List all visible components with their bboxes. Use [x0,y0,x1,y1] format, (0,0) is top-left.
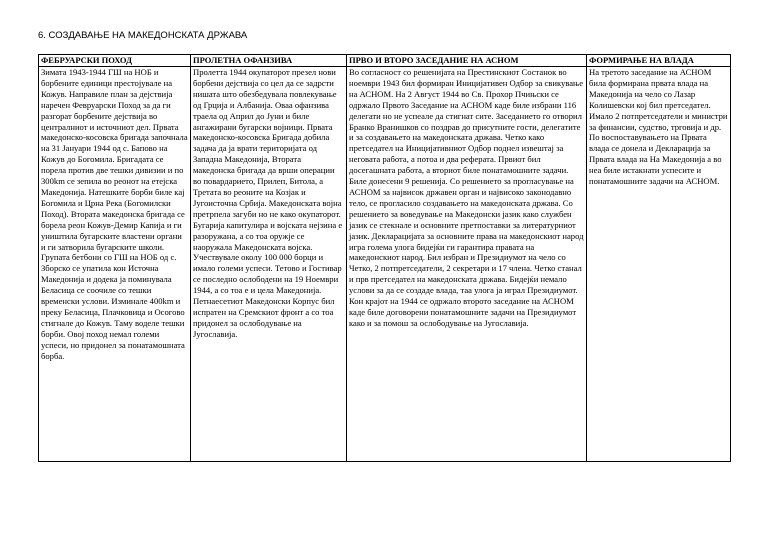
header-government-formation: ФОРМИРАЊЕ НА ВЛАДА [587,55,731,67]
header-february-march: ФЕБРУАРСКИ ПОХОД [39,55,191,67]
cell-february-march: Зимата 1943-1944 ГШ на НОБ и борбените единици престојувале на Кожув. Направиле план за дејствија наречен Февруарски Поход за да ги разгорат борбените дејствија во централниот и источниот дел. Првата македонско-косовска бригада започнала на 31 Јануари 1944 од с. Бапово на Кожув до Богомила. Бригадата се порела против две тешки дивизии и по 300km се зепила во реонот на етејска Македонија. Натешките борби биле кај Богомила и Црна Река (Богомилски Поход). Втората македонска бригада се борела реон Кожув-Демир Капија и ги уништила бугарските властени органи и ги затворила бугарските школи. Групата бетбони со ГШ на НОБ од с. Зборско се упатила кон Источна Македонија и додека ја поминувала Беласица се соочиле со тешки временски услови. Изминале 400km и преку Беласица, Плачковица и Осогово стигнале до Кожув. Таму воделе тешки борби. Овој поход немал големи успеси, но придонел за понатамошната борба. [39,67,191,462]
cell-spring-offensive: Пролетта 1944 окупаторот презел нови борбени дејствија со цел да се задрсти нишата што обезбедувала повлекување од Грција и Албанија. Оваа офанзива траела од Април до Јуни и биле ангажирани бугарски војници. Првата македонско-косовска Бригада добила задача да ја врати територијата од Западна Македонија, Втората македонска бригада да врши операции во повардариeто, Прилеп, Битола, а Третата во реоните на Козјак и Југоисточна Србија. Македонската војна претрпела загуби но не како окупаторот. Бугарија капитулира и војската нејзина е разоружана, а со тоа оружје се наоружала Македонската војска. Учествувале околу 100 000 борци и имало големи успеси. Тетово и Гостивар се последно ослободени на 19 Ноември 1944, а со тоа е и цела Македонија. Петнаесетиот Македонски Корпус бил испратен на Сремскиот фронт а со тоа придонел за ослободување на Југославија. [191,67,347,462]
cell-asnom-sessions: Во согласност со решенијата на Престинскиот Состанок во ноември 1943 бил формиран Иницијативен Одбор за свикување на АСНОМ. На 2 Август 1944 во Св. Прохор Пчињски се одржало Првото Заседание на АСНОМ каде биле избрани 116 делегати но не успеале да стигнат сите. Заседанието го отворил Бранко Вранишков со поздрав до присутните гости, делегатите и за создавањето на македонската држава. Четко како претседател на Иницијативниот Одбор поднел извештај за неговата работа, а потоа и два реферата. Првиот бил досегашната работа, а вториот биле понатамошните задачи. Биле донесени 9 решенија. Со решението за прогласување на АСНОМ за највисок државен орган и највисоко законодавно тело, се прогласило создавањето на македонската држава. Со решението за воведување на Македонски јазик како службен јазик се стекнале и основните претпоставки за литературниот јазик. Декларацијата за основните права на македонскиот народ игра голема улога бидејќи ги гарантира правата на македонскиот народ. Бил избран и Президиумот на чело со Четко, 2 потпретседатели, 2 секретари и 17 члена. Четко станал и прв претседател на македонската држава. Бидејќи немало услови за да се создаде влада, таа улога ја играл Президиумот. Кон крајот на 1944 се одржало второто заседание на АСНОМ каде биле договорени понатамошните задачи на Президиумот како и за помош за ослободување на Југославија. [347,67,587,462]
header-asnom-sessions: ПРВО И ВТОРО ЗАСЕДАНИЕ НА АСНОМ [347,55,587,67]
history-table [38,54,731,462]
table-row [39,67,731,462]
header-spring-offensive: ПРОЛЕТНА ОФАНЗИВА [191,55,347,67]
page-title: 6. СОЗДАВАЊЕ НА МАКЕДОНСКАТА ДРЖАВА [38,30,248,41]
cell-government-formation: На третото заседание на АСНОМ била формирана првата влада на Македонија на чело со Лазар Колишевски кој бил претседател. Имало 2 потпретседатели и министри за финансии, судство, трговија и др. По воспоставувањето на Првата влада се донела и Декларација за Првата влада на На Македонија а во неа биле истакнати успесите и понатамошните задачи на АСНОМ. [587,67,731,462]
table-header-row [39,55,731,67]
